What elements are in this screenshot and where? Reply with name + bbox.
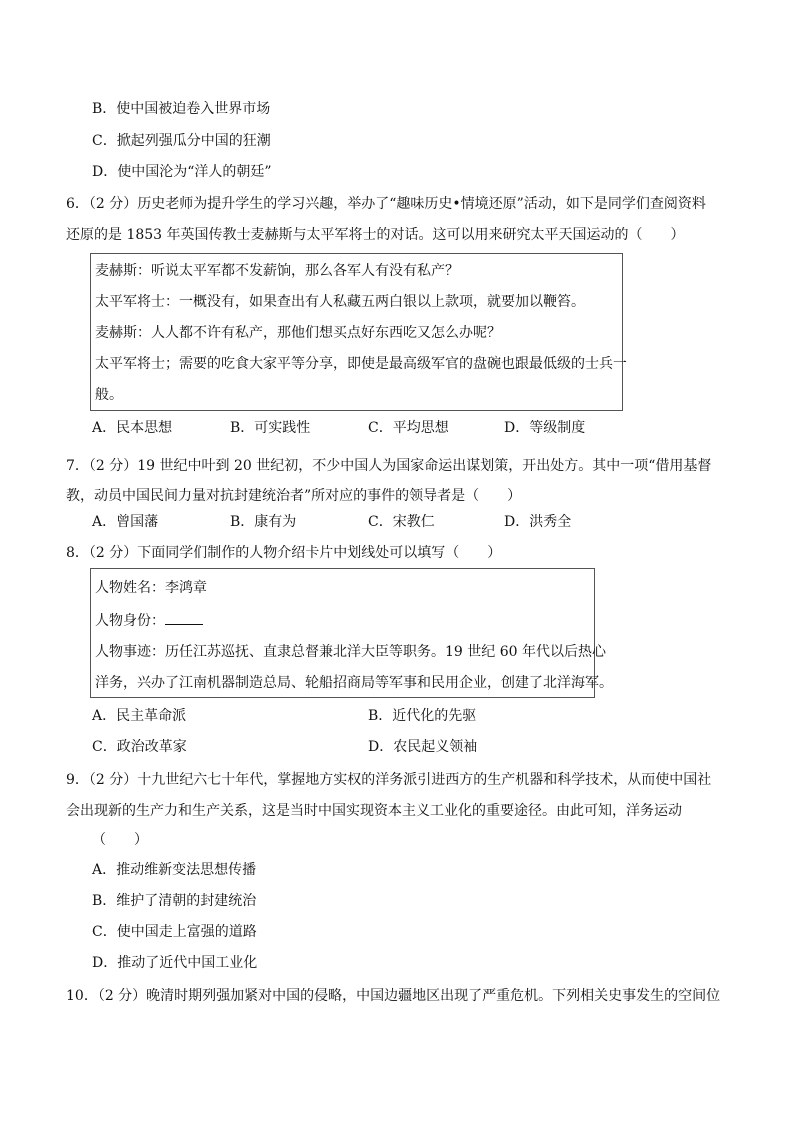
q6-dialogue-line: 麦赫斯：人人都不许有私产，那他们想买点好东西吃又怎么办呢？: [95, 325, 501, 341]
q8-card-name: 人物姓名：李鸿章: [95, 580, 207, 596]
q7-option-d: D．洪秀全: [504, 514, 572, 530]
q7-option-c: C．宋教仁: [368, 514, 435, 530]
q7-stem-line1: 7．（2 分）19 世纪中叶到 20 世纪初，不少中国人为国家命运出谋划策，开出处方。其中一项“借用基督: [66, 458, 712, 474]
q8-card-identity-label: 人物身份：: [95, 613, 165, 629]
q6-dialogue-line: 麦赫斯：听说太平军都不发薪饷，那么各军人有没有私产？: [95, 263, 459, 279]
q7-option-a: A．曾国藩: [92, 514, 159, 530]
q6-option-c: C．平均思想: [368, 420, 449, 436]
q7-option-b: B．康有为: [230, 514, 297, 530]
q8-identity-blank: [165, 610, 203, 625]
q8-option-c: C．政治改革家: [92, 739, 187, 755]
q8-card-deeds-line1: 人物事迹：历任江苏巡抚、直隶总督兼北洋大臣等职务。19 世纪 60 年代以后热心: [95, 644, 606, 660]
q6-option-d: D．等级制度: [504, 420, 586, 436]
q10-stem-line1: 10．（2 分）晚清时期列强加紧对中国的侵略，中国边疆地区出现了严重危机。下列相关史事发生的空间位: [66, 988, 721, 1004]
q8-option-d: D．农民起义领袖: [368, 739, 478, 755]
q8-card-deeds-line2: 洋务，兴办了江南机器制造总局、轮船招商局等军事和民用企业，创建了北洋海军。: [95, 675, 613, 691]
q6-dialogue-line: 般。: [95, 387, 123, 403]
q9-option-a: A．推动维新变法思想传播: [92, 862, 257, 878]
q5-option-b: B．使中国被迫卷入世界市场: [92, 101, 271, 117]
q9-option-c: C．使中国走上富强的道路: [92, 924, 257, 940]
q9-option-b: B．维护了清朝的封建统治: [92, 893, 257, 909]
q9-stem-line1: 9．（2 分）十九世纪六七十年代，掌握地方实权的洋务派引进西方的生产机器和科学技术，从而使中国社: [66, 772, 712, 788]
q8-stem: 8．（2 分）下面同学们制作的人物介绍卡片中划线处可以填写（ ）: [66, 545, 502, 561]
q5-option-c: C．掀起列强瓜分中国的狂潮: [92, 133, 271, 149]
q9-stem-line2: 会出现新的生产力和生产关系，这是当时中国实现资本主义工业化的重要途径。由此可知，洋务运动: [66, 803, 682, 819]
q6-stem-line2: 还原的是 1853 年英国传教士麦赫斯与太平军将士的对话。这可以用来研究太平天国运动的（ ）: [66, 227, 685, 243]
q8-option-a: A．民主革命派: [92, 708, 187, 724]
q8-card-identity-row: [95, 610, 203, 630]
q6-dialogue-line: 太平军将士；需要的吃食大家平等分享，即使是最高级军官的盘碗也跟最低级的士兵一: [95, 356, 627, 372]
q7-stem-line2: 教，动员中国民间力量对抗封建统治者”所对应的事件的领导者是（ ）: [66, 488, 522, 504]
q6-dialogue-line: 太平军将士：一概没有，如果查出有人私藏五两白银以上款项，就要加以鞭笞。: [95, 294, 585, 310]
q9-option-d: D．推动了近代中国工业化: [92, 955, 258, 971]
q6-stem-line1: 6．（2 分）历史老师为提升学生的学习兴趣，举办了“趣味历史•情境还原”活动，如下是同学们查阅资料: [66, 196, 706, 212]
q9-stem-line3: （ ）: [92, 832, 148, 848]
q6-option-a: A．民本思想: [92, 420, 173, 436]
q6-option-b: B．可实践性: [230, 420, 311, 436]
q5-option-d: D．使中国沦为“洋人的朝廷”: [92, 164, 272, 180]
q8-option-b: B．近代化的先驱: [368, 708, 477, 724]
